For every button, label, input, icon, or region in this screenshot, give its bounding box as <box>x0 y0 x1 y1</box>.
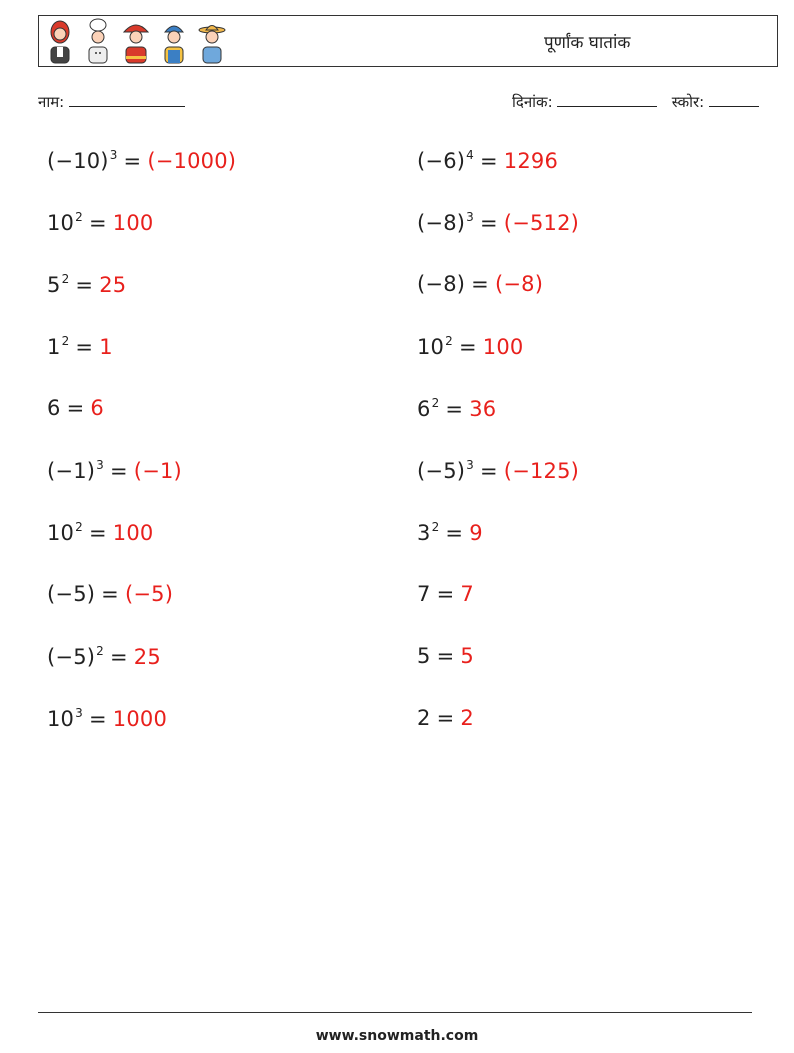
problem-answer: (−8) <box>494 272 544 296</box>
score-label: स्कोर: <box>671 93 705 111</box>
worksheet-header <box>38 15 778 67</box>
equals-sign: = <box>88 707 107 731</box>
problem-answer: 1000 <box>112 707 168 731</box>
problem-base: (−6) <box>417 149 466 173</box>
problem-item <box>47 706 167 731</box>
problem-exponent: 3 <box>466 210 474 224</box>
problem-exponent: 2 <box>75 210 83 224</box>
problem-answer: 7 <box>460 582 474 606</box>
problem-base: (−10) <box>47 149 109 173</box>
problem-answer: (−1) <box>133 459 182 483</box>
problem-item <box>47 582 173 606</box>
date-label: दिनांक: <box>512 93 553 111</box>
equals-sign: = <box>436 582 455 606</box>
problem-answer: 2 <box>460 706 474 730</box>
problem-answer: 100 <box>112 521 154 545</box>
woman-avatar-icon <box>45 18 75 64</box>
problem-answer: (−5) <box>124 582 174 606</box>
problem-answer: 100 <box>482 335 524 359</box>
equals-sign: = <box>471 272 489 296</box>
problem-base: 6 <box>417 397 431 421</box>
problem-item <box>417 396 496 421</box>
problem-item <box>47 148 236 173</box>
equals-sign: = <box>445 521 464 545</box>
problem-base: (−8) <box>417 211 466 235</box>
equals-sign: = <box>480 459 498 483</box>
problem-exponent: 3 <box>466 458 474 472</box>
equals-sign: = <box>110 645 128 669</box>
farmer-avatar-icon <box>197 18 227 64</box>
name-blank[interactable] <box>69 90 185 107</box>
problem-answer: (−1000) <box>147 149 237 173</box>
problem-answer: 100 <box>112 211 154 235</box>
problem-base: (−5) <box>47 645 96 669</box>
equals-sign: = <box>436 644 455 668</box>
problem-answer: 25 <box>99 273 127 297</box>
problem-base: 10 <box>47 521 75 545</box>
footer-divider <box>38 1012 752 1013</box>
problem-exponent: 2 <box>96 644 104 658</box>
problem-exponent: 2 <box>431 520 440 534</box>
problem-answer: 5 <box>460 644 474 668</box>
footer-url: www.snowmath.com <box>315 1028 479 1044</box>
chef-avatar-icon <box>83 18 113 64</box>
problem-exponent: 2 <box>445 334 453 348</box>
problem-item <box>417 334 523 359</box>
equals-sign: = <box>75 335 94 359</box>
page-title: पूर्णांक घातांक <box>544 33 631 53</box>
problem-exponent: 3 <box>109 148 118 162</box>
problem-base: (−5) <box>47 582 96 606</box>
problem-base: 10 <box>417 335 445 359</box>
problem-item <box>417 582 474 606</box>
problem-item <box>47 520 153 545</box>
problem-item <box>47 644 161 669</box>
problem-base: 6 <box>47 396 61 420</box>
problem-exponent: 3 <box>75 706 83 720</box>
problem-item <box>417 706 474 730</box>
problem-answer: 25 <box>133 645 161 669</box>
problem-exponent: 2 <box>61 272 70 286</box>
equals-sign: = <box>480 211 498 235</box>
problem-answer: (−512) <box>503 211 580 235</box>
problem-base: 7 <box>417 582 431 606</box>
equals-sign: = <box>445 397 464 421</box>
problem-exponent: 2 <box>431 396 440 410</box>
problem-item <box>417 148 558 173</box>
name-field <box>38 90 185 112</box>
problem-answer: 1 <box>99 335 113 359</box>
problem-item <box>417 644 474 668</box>
worker-avatar-icon <box>159 18 189 64</box>
problem-exponent: 2 <box>61 334 70 348</box>
problem-item <box>47 334 113 359</box>
problem-base: (−5) <box>417 459 466 483</box>
firefighter-avatar-icon <box>121 18 151 64</box>
date-score-fields <box>512 90 759 112</box>
avatar-row <box>45 18 227 64</box>
problem-exponent: 4 <box>466 148 474 162</box>
equals-sign: = <box>75 273 94 297</box>
problem-item <box>417 272 543 296</box>
problem-item <box>47 396 104 420</box>
problem-exponent: 3 <box>96 458 104 472</box>
problem-base: 10 <box>47 707 75 731</box>
problem-answer: 9 <box>469 521 483 545</box>
problem-base: 1 <box>47 335 61 359</box>
problem-base: (−8) <box>417 272 466 296</box>
problem-base: 2 <box>417 706 431 730</box>
problem-answer: 36 <box>469 397 497 421</box>
problem-base: 3 <box>417 521 431 545</box>
problem-base: 10 <box>47 211 75 235</box>
equals-sign: = <box>123 149 142 173</box>
problem-item <box>417 210 579 235</box>
equals-sign: = <box>480 149 498 173</box>
equals-sign: = <box>436 706 455 730</box>
name-label: नाम: <box>38 93 65 111</box>
equals-sign: = <box>458 335 477 359</box>
date-blank[interactable] <box>557 90 657 107</box>
problem-exponent: 2 <box>75 520 83 534</box>
problem-answer: (−125) <box>503 459 580 483</box>
equals-sign: = <box>88 521 107 545</box>
problem-answer: 6 <box>90 396 104 420</box>
problem-item <box>47 272 126 297</box>
problem-item <box>47 210 153 235</box>
equals-sign: = <box>66 396 85 420</box>
equals-sign: = <box>88 211 107 235</box>
score-blank[interactable] <box>709 90 759 107</box>
equals-sign: = <box>101 582 119 606</box>
problem-base: 5 <box>47 273 61 297</box>
problem-answer: 1296 <box>503 149 559 173</box>
problem-item <box>417 520 483 545</box>
equals-sign: = <box>110 459 128 483</box>
problem-base: (−1) <box>47 459 96 483</box>
problem-base: 5 <box>417 644 431 668</box>
problem-item <box>417 458 579 483</box>
problem-item <box>47 458 182 483</box>
